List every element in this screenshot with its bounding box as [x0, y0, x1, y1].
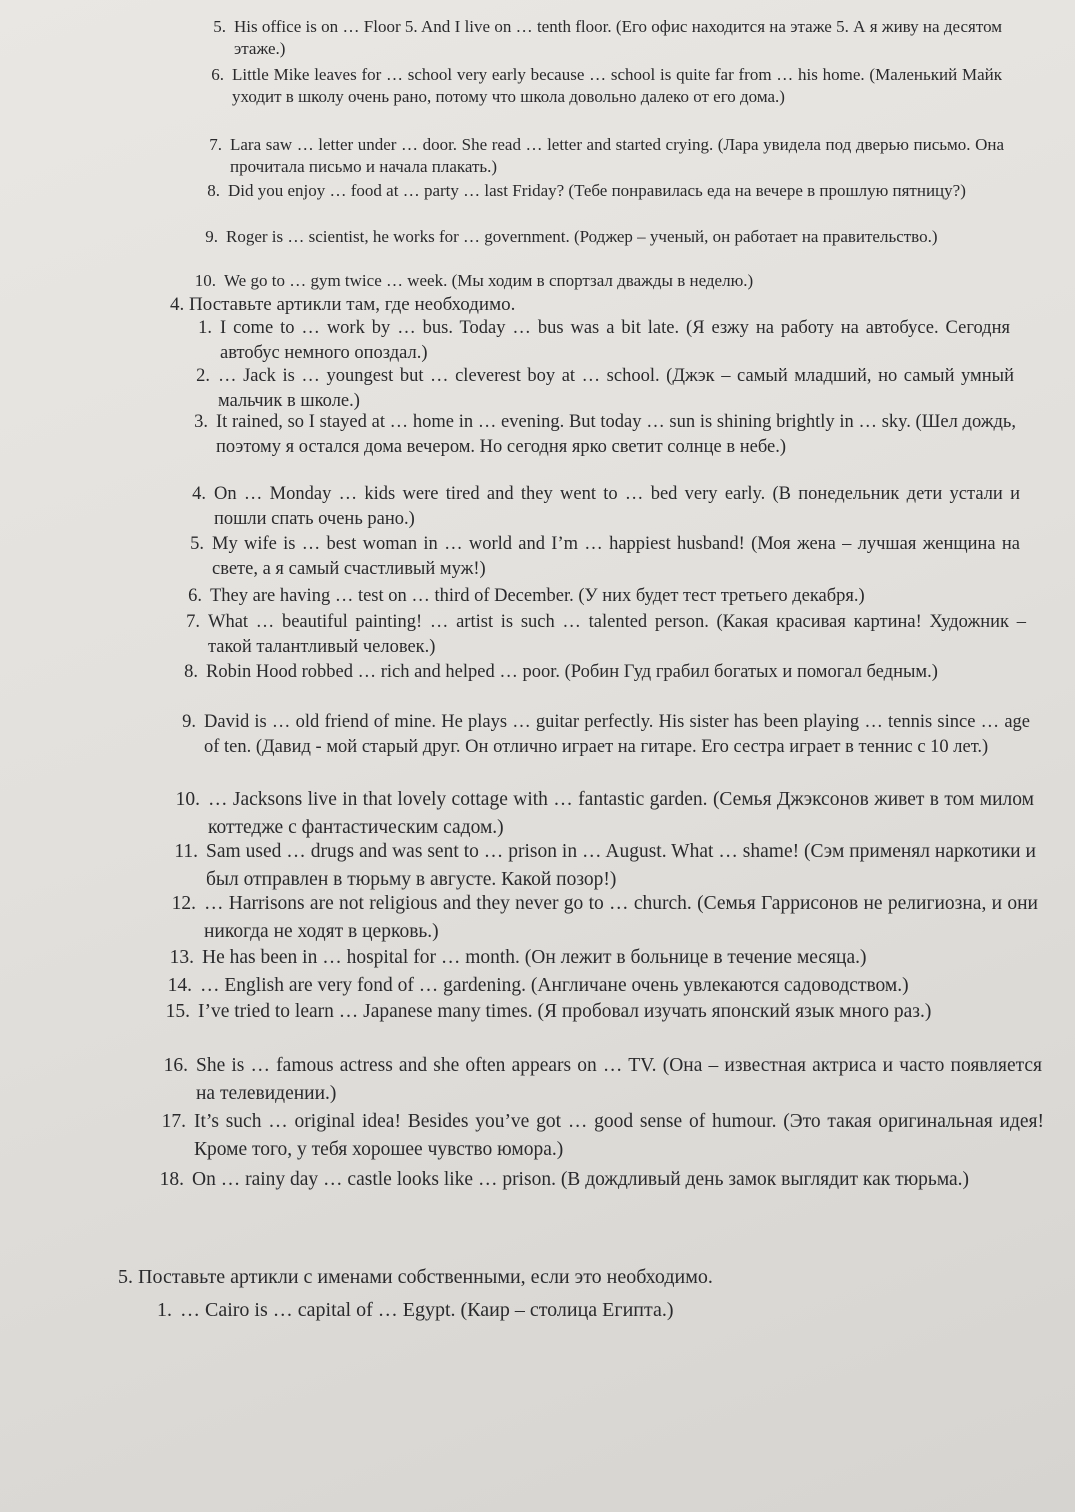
item-number: 10. [194, 271, 216, 290]
item-number: 16. [163, 1055, 188, 1076]
item-text: David is … old friend of mine. He plays … guitar perfectly. His sister has been playing … tennis since … age of ten. (Давид - мой старый друг. Он отлично играет на гитаре. Его сестра играет в теннис с 10 лет.) [204, 712, 1030, 757]
item-text: … Cairo is … capital of … Egypt. (Каир – столица Египта.) [180, 1299, 674, 1321]
item-number: 9. [205, 227, 218, 246]
item-number: 17. [161, 1111, 186, 1132]
item-number: 5. [190, 534, 204, 554]
item-number: 14. [167, 975, 192, 996]
item-text: We go to … gym twice … week. (Мы ходим в спортзал дважды в неделю.) [224, 271, 754, 290]
item-text: Little Mike leaves for … school very early because … school is quite far from … his home. (Маленький Майк уходит в школу очень рано, потому что школа довольно далеко от его дома.) [232, 65, 1002, 106]
item-number: 6. [188, 586, 202, 606]
list-item [182, 226, 1006, 248]
item-number: 8. [207, 181, 220, 200]
list-item [172, 410, 1016, 460]
item-text: My wife is … best woman in … world and I’m … happiest husband! (Моя жена – лучшая женщина на свете, а я самый счастливый муж!) [212, 534, 1020, 579]
item-number: 18. [159, 1169, 184, 1190]
item-number: 4. [192, 484, 206, 504]
item-text: I’ve tried to learn … Japanese many times. (Я пробовал изучать японский язык много раз.) [198, 1001, 932, 1022]
item-text: He has been in … hospital for … month. (Он лежит в больнице в течение месяца.) [202, 947, 867, 968]
item-text: It’s such … original idea! Besides you’ve got … good sense of humour. (Это такая оригинальная идея! Кроме того, у тебя хорошее чувство юмора.) [194, 1111, 1044, 1160]
item-number: 13. [169, 947, 194, 968]
list-item [184, 180, 1004, 202]
item-text: Roger is … scientist, he works for … government. (Роджер – ученый, он работает на правительство.) [226, 227, 938, 246]
item-text: His office is on … Floor 5. And I live on … tenth floor. (Его офис находится на этаже 5. А я живу на десятом этаже.) [234, 17, 1002, 58]
item-number: 2. [196, 366, 210, 386]
list-item [148, 1166, 1046, 1194]
item-number: 8. [184, 662, 198, 682]
item-text: It rained, so I stayed at … home in … evening. But today … sun is shining brightly in … sky. (Шел дождь, поэтому я остался дома вечером. Но сегодня ярко светит солнце в небе.) [216, 412, 1016, 457]
list-item [188, 64, 1002, 108]
list-item [160, 890, 1038, 946]
item-text: Robin Hood robbed … rich and helped … poor. (Робин Гуд грабил богатых и помогал бедным.) [206, 662, 938, 682]
list-item [166, 584, 1026, 609]
list-item [150, 1108, 1044, 1164]
item-text: They are having … test on … third of December. (У них будет тест третьего декабря.) [210, 586, 865, 606]
list-item [180, 270, 1006, 292]
list-item [186, 134, 1004, 178]
list-item [174, 364, 1014, 414]
item-number: 9. [182, 712, 196, 732]
item-text: On … Monday … kids were tired and they went to … bed very early. (В понедельник дети устали и пошли спать очень рано.) [214, 484, 1020, 529]
item-number: 7. [186, 612, 200, 632]
item-number: 1. [157, 1299, 172, 1321]
item-text: … Jack is … youngest but … cleverest boy at … school. (Джэк – самый младший, но самый умный мальчик в школе.) [218, 366, 1014, 411]
item-text: On … rainy day … castle looks like … prison. (В дождливый день замок выглядит как тюрьма.) [192, 1169, 970, 1190]
list-item [162, 838, 1036, 894]
list-item [156, 972, 1038, 1000]
item-number: 11. [174, 841, 198, 862]
item-number: 15. [165, 1001, 190, 1022]
item-number: 5. [213, 17, 226, 36]
item-number: 10. [175, 789, 200, 810]
item-number: 12. [171, 893, 196, 914]
item-number: 1. [198, 318, 212, 338]
item-text: Did you enjoy … food at … party … last Friday? (Тебе понравилась еда на вечере в прошлую пятницу?) [228, 181, 966, 200]
item-text: Lara saw … letter under … door. She read … letter and started crying. (Лара увидела под дверью письмо. Она прочитала письмо и начала плакать.) [230, 135, 1004, 176]
item-number: 7. [209, 135, 222, 154]
item-number: 3. [194, 412, 208, 432]
list-item [162, 660, 1026, 685]
list-item [136, 1296, 896, 1324]
list-item [164, 610, 1026, 660]
list-item [158, 944, 1038, 972]
list-item [168, 532, 1020, 582]
list-item [160, 710, 1030, 760]
list-item [190, 16, 1002, 60]
section-5-title: 5. Поставьте артикли с именами собственными, если это необходимо. [118, 1266, 713, 1288]
list-item [170, 482, 1020, 532]
item-text: … Jacksons live in that lovely cottage with … fantastic garden. (Семья Джэксонов живет в том милом коттедже с фантастическим садом.) [208, 789, 1034, 838]
list-item [176, 316, 1010, 366]
list-item [164, 786, 1034, 842]
item-text: Sam used … drugs and was sent to … prison in … August. What … shame! (Сэм применял наркотики и был отправлен в тюрьму в августе. Какой позор!) [206, 841, 1036, 890]
item-text: … English are very fond of … gardening. (Англичане очень увлекаются садоводством.) [200, 975, 909, 996]
section-4-title: 4. Поставьте артикли там, где необходимо. [170, 294, 516, 315]
item-text: What … beautiful painting! … artist is such … talented person. (Какая красивая картина! Художник – такой талантливый человек.) [208, 612, 1026, 657]
item-text: I come to … work by … bus. Today … bus was a bit late. (Я езжу на работу на автобусе. Сегодня автобус немного опоздал.) [220, 318, 1010, 363]
item-number: 6. [211, 65, 224, 84]
item-text: … Harrisons are not religious and they never go to … church. (Семья Гаррисонов не религиозна, и они никогда не ходят в церковь.) [204, 893, 1038, 942]
item-text: She is … famous actress and she often appears on … TV. (Она – известная актриса и часто появляется на телевидении.) [196, 1055, 1042, 1104]
list-item [152, 1052, 1042, 1108]
list-item [154, 998, 1040, 1026]
